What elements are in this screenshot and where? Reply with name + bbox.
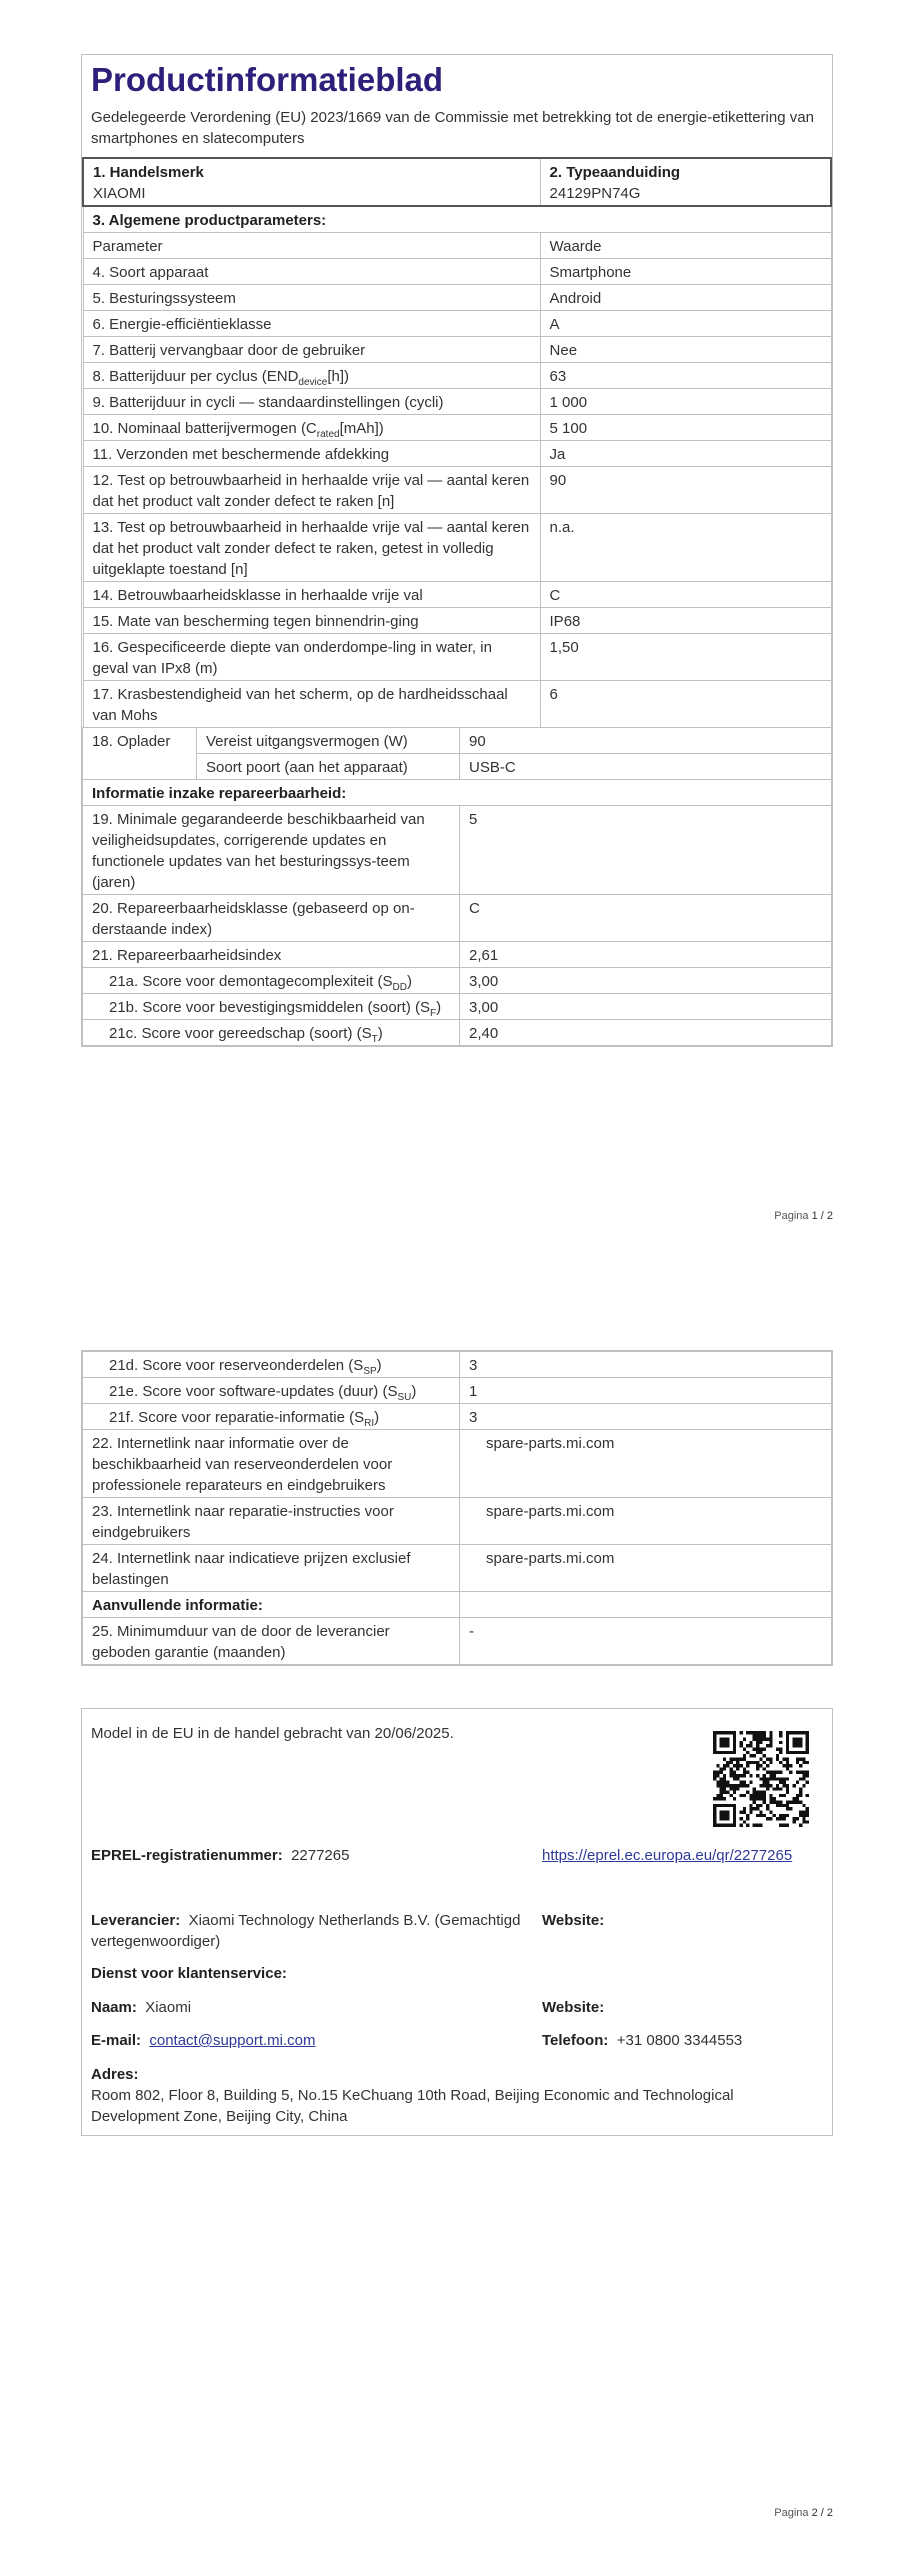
- repair-table: [82, 779, 832, 1046]
- model-value: 24129PN74G: [549, 185, 641, 202]
- section-heading-general: 3. Algemene productparameters:: [83, 206, 831, 233]
- table-row: 19. Minimale gegarandeerde beschikbaarheid van veiligheidsupdates, corrigerende updates en functionele updates van het besturingssys-teem (jaren) 5: [83, 806, 832, 895]
- model-label: 2. Typeaanduiding: [549, 164, 681, 181]
- product-info-sheet: [81, 54, 833, 1047]
- charger-port-row: Soort poort (aan het apparaat) USB-C: [83, 754, 832, 780]
- table-row: 21a. Score voor demontagecomplexiteit $(S_{DD})$ 3,00: [83, 968, 832, 994]
- table-row: 20. Repareerbaarheidsklasse (gebaseerd op on-derstaande index) C: [83, 895, 832, 942]
- regulation-subtitle: Gedelegeerde Verordening (EU) 2023/1669 van de Commissie met betrekking tot de energie-etikettering van smartphones en slatecomputers: [91, 109, 814, 147]
- repair-instructions-link[interactable]: spare-parts.mi.com: [486, 1503, 615, 1520]
- sheet-header: [82, 55, 832, 157]
- table-row: 21e. Score voor software-updates (duur) $(S_{SU})$ 1: [83, 1378, 832, 1404]
- parameters-table: [82, 157, 832, 728]
- eprel-link[interactable]: https://eprel.ec.europa.eu/qr/2277265: [542, 1847, 793, 1864]
- table-row: 14. Betrouwbaarheidsklasse in herhaalde vrije val C: [83, 582, 831, 608]
- table-row: 21c. Score voor gereedschap (soort) $(S_T)$ 2,40: [83, 1020, 832, 1046]
- eprel-number: EPREL-registratienummer: 2277265: [91, 1847, 350, 1864]
- table-row: 23. Internetlink naar reparatie-instructies voor eindgebruikers spare-parts.mi.com: [83, 1498, 832, 1545]
- service-website-label: Website:: [542, 1999, 605, 2016]
- table-row: 9. Batterijduur in cycli — standaardinstellingen (cycli) 1 000: [83, 389, 831, 415]
- table-row: 10. Nominaal batterijvermogen $(C_{rated}[mAh])$ 5 100: [83, 415, 831, 441]
- table-row: 21b. Score voor bevestigingsmiddelen (soort) $(S_F)$ 3,00: [83, 994, 832, 1020]
- prices-link[interactable]: spare-parts.mi.com: [486, 1550, 615, 1567]
- column-header-parameter: Parameter: [83, 233, 540, 259]
- section-heading-repair: Informatie inzake repareerbaarheid:: [83, 780, 832, 806]
- trademark-value: XIAOMI: [93, 185, 146, 202]
- section-heading-extra: Aanvullende informatie:: [83, 1592, 832, 1618]
- service-email: E-mail: contact@support.mi.com: [91, 2032, 316, 2049]
- table-row: 24. Internetlink naar indicatieve prijzen exclusief belastingen spare-parts.mi.com: [83, 1545, 832, 1592]
- charger-table: [82, 727, 832, 780]
- table-row: 17. Krasbestendigheid van het scherm, op de hardheidsschaal van Mohs 6: [83, 681, 831, 728]
- qr-code-icon[interactable]: [713, 1731, 809, 1827]
- charger-output-row: 18. Oplader Vereist uitgangsvermogen (W) 90: [83, 728, 832, 754]
- table-row: 15. Mate van bescherming tegen binnendrin-ging IP68: [83, 608, 831, 634]
- table-row: 6. Energie-efficiëntieklasse A: [83, 311, 831, 337]
- table-row: 21d. Score voor reserveonderdelen $(S_{SP})$ 3: [83, 1352, 832, 1378]
- address-value: Room 802, Floor 8, Building 5, No.15 KeChuang 10th Road, Beijing Economic and Technological Development Zone, Beijing City, China: [91, 2087, 734, 2125]
- spare-parts-link[interactable]: spare-parts.mi.com: [486, 1435, 615, 1452]
- page-number-2: Pagina 2 / 2: [774, 2507, 833, 2519]
- table-row: 13. Test op betrouwbaarheid in herhaalde vrije val — aantal keren dat het product valt zonder defect te raken, getest in volledig uitgeklapte toestand [n] n.a.: [83, 514, 831, 582]
- table-row: 11. Verzonden met beschermende afdekking Ja: [83, 441, 831, 467]
- table-row: 22. Internetlink naar informatie over de beschikbaarheid van reserveonderdelen voor professionele reparateurs en eindgebruikers spare-parts.mi.com: [83, 1430, 832, 1498]
- service-name: Naam: Xiaomi: [91, 1999, 192, 2016]
- column-header-value: Waarde: [540, 233, 831, 259]
- trademark-label: 1. Handelsmerk: [93, 164, 204, 181]
- table-row: 16. Gespecificeerde diepte van onderdompe-ling in water, in geval van IPx8 (m) 1,50: [83, 634, 831, 681]
- repair-table-continued: [82, 1351, 832, 1665]
- page-number-1: Pagina 1 / 2: [774, 1210, 833, 1222]
- table-row: 12. Test op betrouwbaarheid in herhaalde vrije val — aantal keren dat het product valt zonder defect te raken [n] 90: [83, 467, 831, 514]
- page-title: Productinformatieblad: [91, 61, 444, 98]
- address-label: Adres:: [91, 2066, 139, 2083]
- contact-info-card: [81, 1708, 833, 2136]
- email-link[interactable]: contact@support.mi.com: [149, 2032, 316, 2049]
- table-row: 5. Besturingssysteem Android: [83, 285, 831, 311]
- service-phone: Telefoon: +31 0800 3344553: [542, 2032, 743, 2049]
- table-row: 21. Repareerbaarheidsindex 2,61: [83, 942, 832, 968]
- table-header-row: [83, 233, 831, 259]
- table-row: 7. Batterij vervangbaar door de gebruiker Nee: [83, 337, 831, 363]
- table-row: 21f. Score voor reparatie-informatie $(S_{RI})$ 3: [83, 1404, 832, 1430]
- repair-info-continued: [81, 1350, 833, 1666]
- table-row: 25. Minimumduur van de door de leverancier geboden garantie (maanden) -: [83, 1618, 832, 1665]
- supplier: Leverancier: Xiaomi Technology Netherlands B.V. (Gemachtigd vertegenwoordiger): [91, 1912, 521, 1950]
- trademark-row: [83, 158, 831, 206]
- market-date-text: Model in de EU in de handel gebracht van 20/06/2025.: [91, 1725, 454, 1742]
- customer-service-heading: Dienst voor klantenservice:: [91, 1965, 287, 1982]
- table-row: 4. Soort apparaat Smartphone: [83, 259, 831, 285]
- table-row: 8. Batterijduur per cyclus $(END_{device}[h])$ 63: [83, 363, 831, 389]
- supplier-website-label: Website:: [542, 1912, 605, 1929]
